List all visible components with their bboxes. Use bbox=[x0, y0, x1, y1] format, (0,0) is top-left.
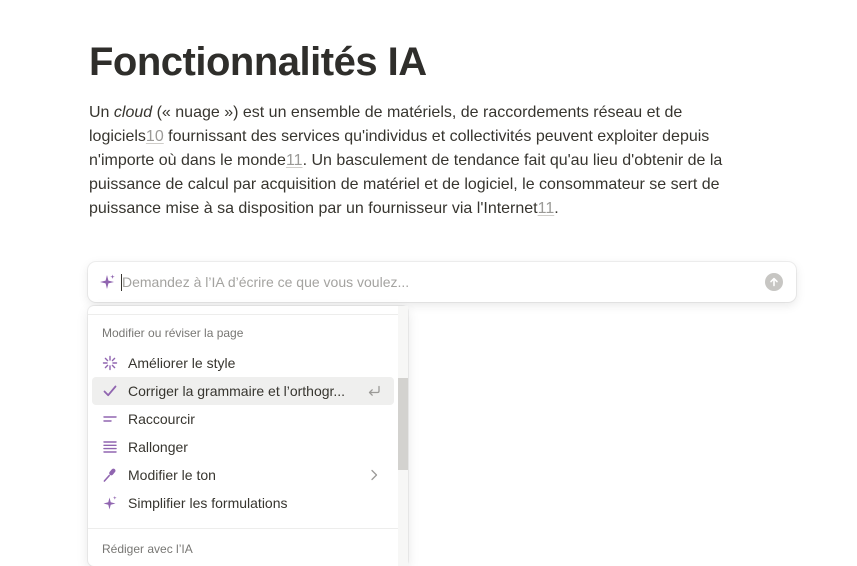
lengthen-icon bbox=[102, 439, 118, 455]
menu-item-label: Corriger la grammaire et l’orthogr... bbox=[128, 383, 346, 399]
ai-actions-menu bbox=[88, 306, 408, 566]
check-icon bbox=[102, 383, 118, 399]
footnote-ref-link[interactable]: 10 bbox=[145, 128, 164, 145]
menu-item-improve-style[interactable] bbox=[92, 349, 394, 377]
paragraph-text: . Un basculement de tendance fait qu'au lieu d'obtenir de la puissance de calcul par acquisition de matériel et de logiciel, le consommateur se sert de puissance mise à sa disposition par un fournisseur via l'Internet bbox=[89, 152, 723, 217]
menu-item-label: Modifier le ton bbox=[128, 467, 216, 483]
paragraph-text: (« nuage ») est un ensemble de matériels, de raccordements réseau et de logiciels bbox=[89, 104, 683, 145]
microphone-icon bbox=[102, 467, 118, 483]
menu-item-change-tone[interactable] bbox=[92, 461, 394, 489]
sparkle-icon bbox=[102, 495, 118, 511]
page-paragraph bbox=[89, 101, 749, 221]
menu-item-fix-grammar[interactable] bbox=[92, 377, 394, 405]
paragraph-emphasis: cloud bbox=[113, 104, 153, 121]
menu-item-simplify[interactable] bbox=[92, 489, 394, 517]
menu-divider bbox=[88, 314, 398, 315]
sparkle-burst-icon bbox=[102, 355, 118, 371]
chevron-right-icon bbox=[366, 467, 382, 483]
menu-item-label: Simplifier les formulations bbox=[128, 495, 288, 511]
menu-section-header: Modifier ou réviser la page bbox=[102, 326, 244, 340]
menu-section-header: Rédiger avec l’IA bbox=[102, 542, 193, 556]
paragraph-text: Un bbox=[89, 104, 114, 121]
menu-item-shorten[interactable] bbox=[92, 405, 394, 433]
footnote-ref-link[interactable]: 11 bbox=[285, 152, 303, 169]
arrow-up-icon[interactable] bbox=[765, 273, 783, 291]
menu-item-label: Raccourcir bbox=[128, 411, 195, 427]
menu-item-label: Améliorer le style bbox=[128, 355, 236, 371]
menu-item-label: Rallonger bbox=[128, 439, 188, 455]
ai-sparkle-icon bbox=[98, 273, 116, 291]
footnote-ref-link[interactable]: 11 bbox=[537, 200, 555, 217]
shorten-icon bbox=[102, 411, 118, 427]
enter-icon bbox=[366, 383, 382, 399]
ai-prompt-input[interactable] bbox=[122, 262, 742, 302]
menu-divider bbox=[88, 528, 398, 529]
ai-prompt-bar bbox=[88, 262, 796, 302]
page-title: Fonctionnalités IA bbox=[89, 40, 427, 84]
paragraph-text: fournissant des services qu'individus et collectivités peuvent exploiter depuis n'importe où dans le monde bbox=[89, 128, 710, 169]
paragraph-text: . bbox=[554, 200, 559, 217]
menu-scrollbar-thumb[interactable] bbox=[398, 378, 408, 470]
menu-item-lengthen[interactable] bbox=[92, 433, 394, 461]
